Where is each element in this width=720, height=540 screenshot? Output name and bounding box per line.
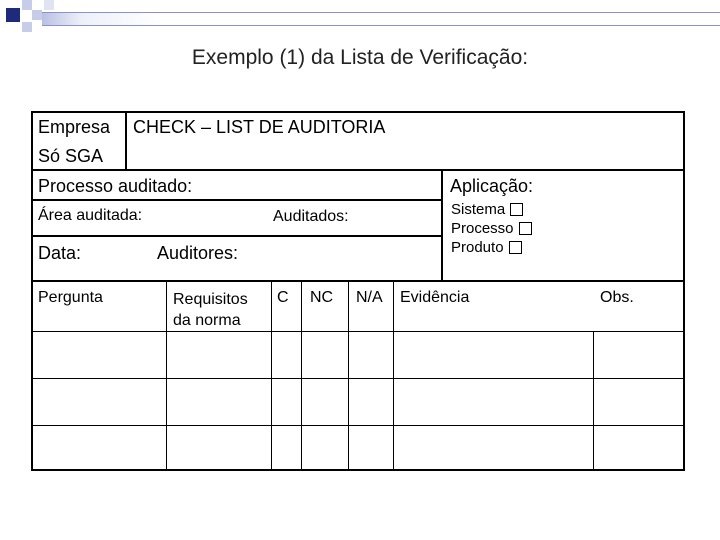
column-divider [393, 281, 394, 470]
decorative-square [32, 10, 42, 20]
slide-title: Exemplo (1) da Lista de Verificação: [191, 46, 529, 69]
column-divider [593, 331, 594, 470]
column-divider [166, 281, 167, 470]
divider [125, 111, 127, 170]
sistema-checkbox[interactable] [510, 203, 523, 216]
decorative-square [22, 0, 32, 10]
empresa-label: Empresa [38, 117, 111, 137]
decorative-square [44, 0, 54, 10]
produto-checkbox[interactable] [509, 241, 522, 254]
row-divider [31, 378, 685, 379]
col-evidencia: Evidência [400, 289, 470, 306]
processo-checkbox[interactable] [519, 222, 532, 235]
col-pergunta: Pergunta [38, 289, 103, 306]
divider [441, 170, 443, 281]
col-nc: NC [310, 289, 334, 306]
aplicacao-label: Aplicação: [450, 176, 534, 196]
title-rule [42, 12, 720, 26]
option-produto-label: Produto [451, 239, 504, 256]
option-produto [451, 239, 522, 256]
option-sistema [451, 201, 523, 218]
column-divider [348, 281, 349, 470]
divider [31, 280, 685, 282]
auditores-label: Auditores: [157, 243, 239, 263]
divider [31, 235, 442, 237]
col-na: N/A [356, 289, 383, 306]
area-label: Área auditada: [38, 207, 143, 224]
option-processo [451, 220, 532, 237]
auditados-label: Auditados: [273, 208, 349, 225]
col-c: C [277, 289, 289, 306]
processo-label: Processo auditado: [38, 176, 193, 196]
divider [31, 199, 442, 201]
decorative-square [6, 8, 20, 22]
checklist-title: CHECK – LIST DE AUDITORIA [133, 117, 386, 137]
option-processo-label: Processo [451, 220, 514, 237]
row-divider [31, 425, 685, 426]
col-obs: Obs. [600, 289, 634, 306]
column-divider [271, 281, 272, 470]
row-divider [31, 331, 685, 332]
empresa-value: Só SGA [38, 146, 104, 166]
data-label: Data: [38, 243, 82, 263]
decorative-square [22, 22, 32, 32]
divider [31, 169, 685, 171]
col-requisitos: Requisitos da norma [173, 291, 248, 329]
option-sistema-label: Sistema [451, 201, 506, 218]
column-divider [301, 281, 302, 470]
